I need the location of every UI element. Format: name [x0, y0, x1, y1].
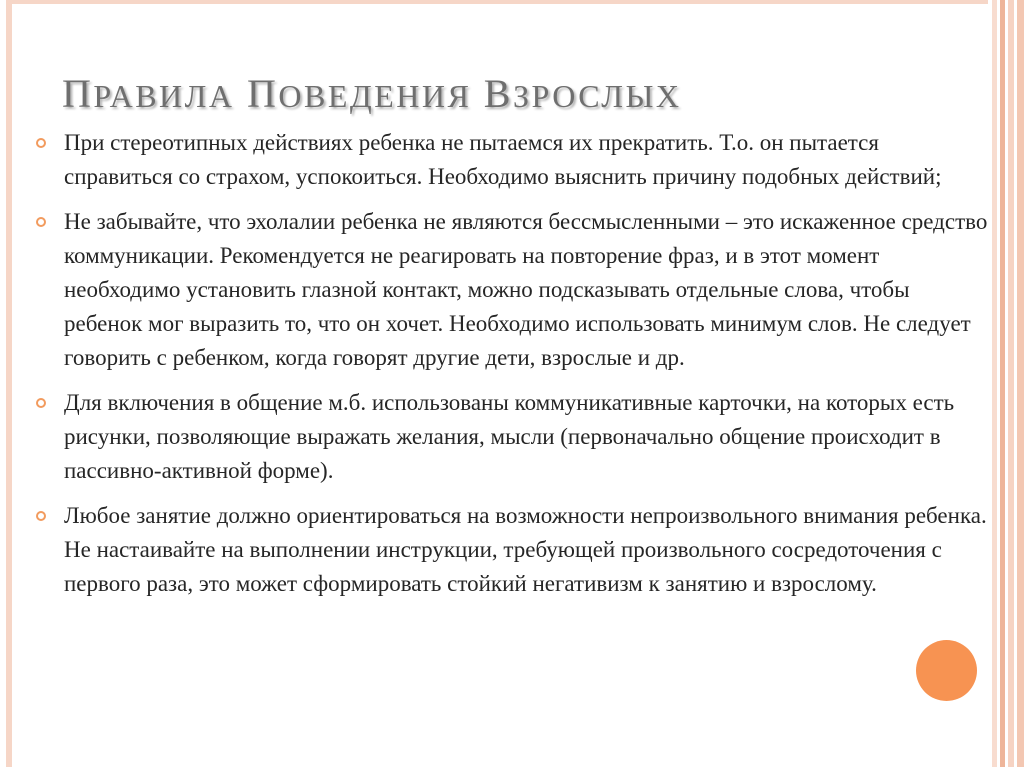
decorative-orange-circle [916, 640, 977, 701]
bullet-text: Для включения в общение м.б. использованы коммуникативные карточки, на которых есть рисунки, позволяющие выражать желания, мысли (первоначально общение происходит в пассивно-активной форме). [64, 390, 955, 483]
bullet-item [36, 126, 992, 194]
top-frame-border [6, 0, 996, 4]
bullet-list [36, 126, 992, 612]
bullet-ring-icon [36, 511, 46, 521]
bullet-item [36, 205, 992, 375]
stripe [1017, 0, 1024, 767]
bullet-item [36, 499, 992, 601]
bullet-text: При стереотипных действиях ребенка не пытаемся их прекратить. Т.о. он пытается справиться со страхом, успокоиться. Необходимо выяснить причину подобных действий; [64, 130, 942, 189]
bullet-text: Любое занятие должно ориентироваться на возможности непроизвольного внимания ребенка. Не настаивайте на выполнении инструкции, требующей произвольного сосредоточения с первого раза, это может сформировать стойкий негативизм к занятию и взрослому. [64, 503, 987, 596]
bullet-ring-icon [36, 138, 46, 148]
left-frame-border [6, 0, 12, 767]
bullet-ring-icon [36, 217, 46, 227]
bullet-item [36, 386, 992, 488]
slide-title: ПРАВИЛА ПОВЕДЕНИЯ ВЗРОСЛЫХ [62, 71, 682, 116]
right-decorative-stripes [988, 0, 1024, 767]
bullet-text: Не забывайте, что эхолалии ребенка не являются бессмысленными – это искаженное средство коммуникации. Рекомендуется не реагировать на повторение фраз, и в этот момент необходимо установить глазной контакт, можно подсказывать отдельные слова, чтобы ребенок мог выразить то, что он хочет. Необходимо использовать минимум слов. Не следует говорить с ребенком, когда говорят другие дети, взрослые и др. [64, 209, 988, 370]
bullet-ring-icon [36, 398, 46, 408]
